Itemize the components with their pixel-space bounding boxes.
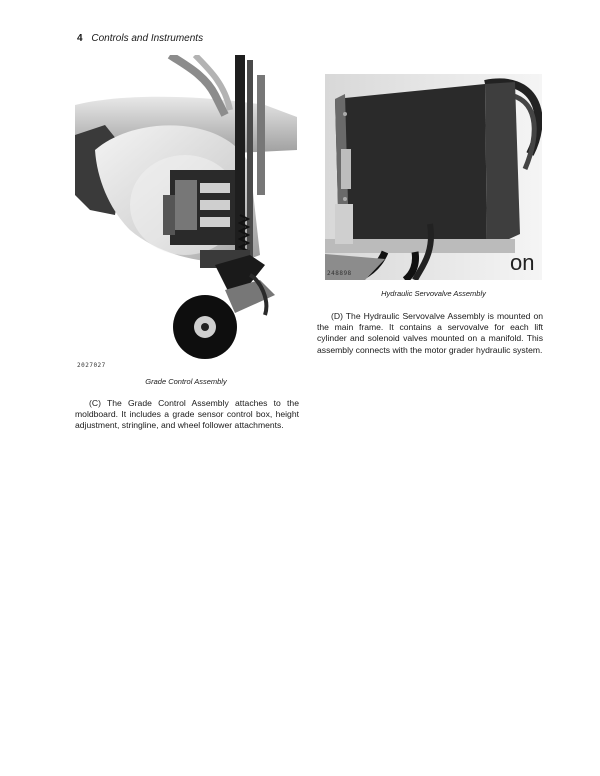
servovalve-illustration [325, 74, 542, 280]
figure-c-caption: Grade Control Assembly [145, 377, 227, 386]
paragraph-servovalve [317, 311, 543, 356]
figure-c-number: 2027027 [77, 362, 106, 369]
section-title: Controls and Instruments [91, 33, 204, 44]
hydraulic-servovalve-photo [325, 74, 542, 280]
figure-d-caption: Hydraulic Servovalve Assembly [381, 289, 486, 298]
photo-text: on [510, 250, 535, 275]
paragraph-d-text: (D) The Hydraulic Servovalve Assembly is mounted on the main frame. It contains a servovalve for each lift cylinder and solenoid valves mounted on a manifold. This assembly connects with the motor grader hydraulic system. [317, 311, 543, 355]
page-number: 4 [77, 33, 83, 44]
paragraph-grade-control [75, 398, 299, 432]
page-header [77, 33, 203, 44]
figure-d-number: 248898 [327, 270, 352, 277]
grade-control-assembly-photo [75, 55, 297, 370]
grade-control-illustration [75, 55, 297, 370]
paragraph-c-text: (C) The Grade Control Assembly attaches to the moldboard. It includes a grade sensor control box, height adjustment, stringline, and wheel follower attachments. [75, 398, 299, 431]
